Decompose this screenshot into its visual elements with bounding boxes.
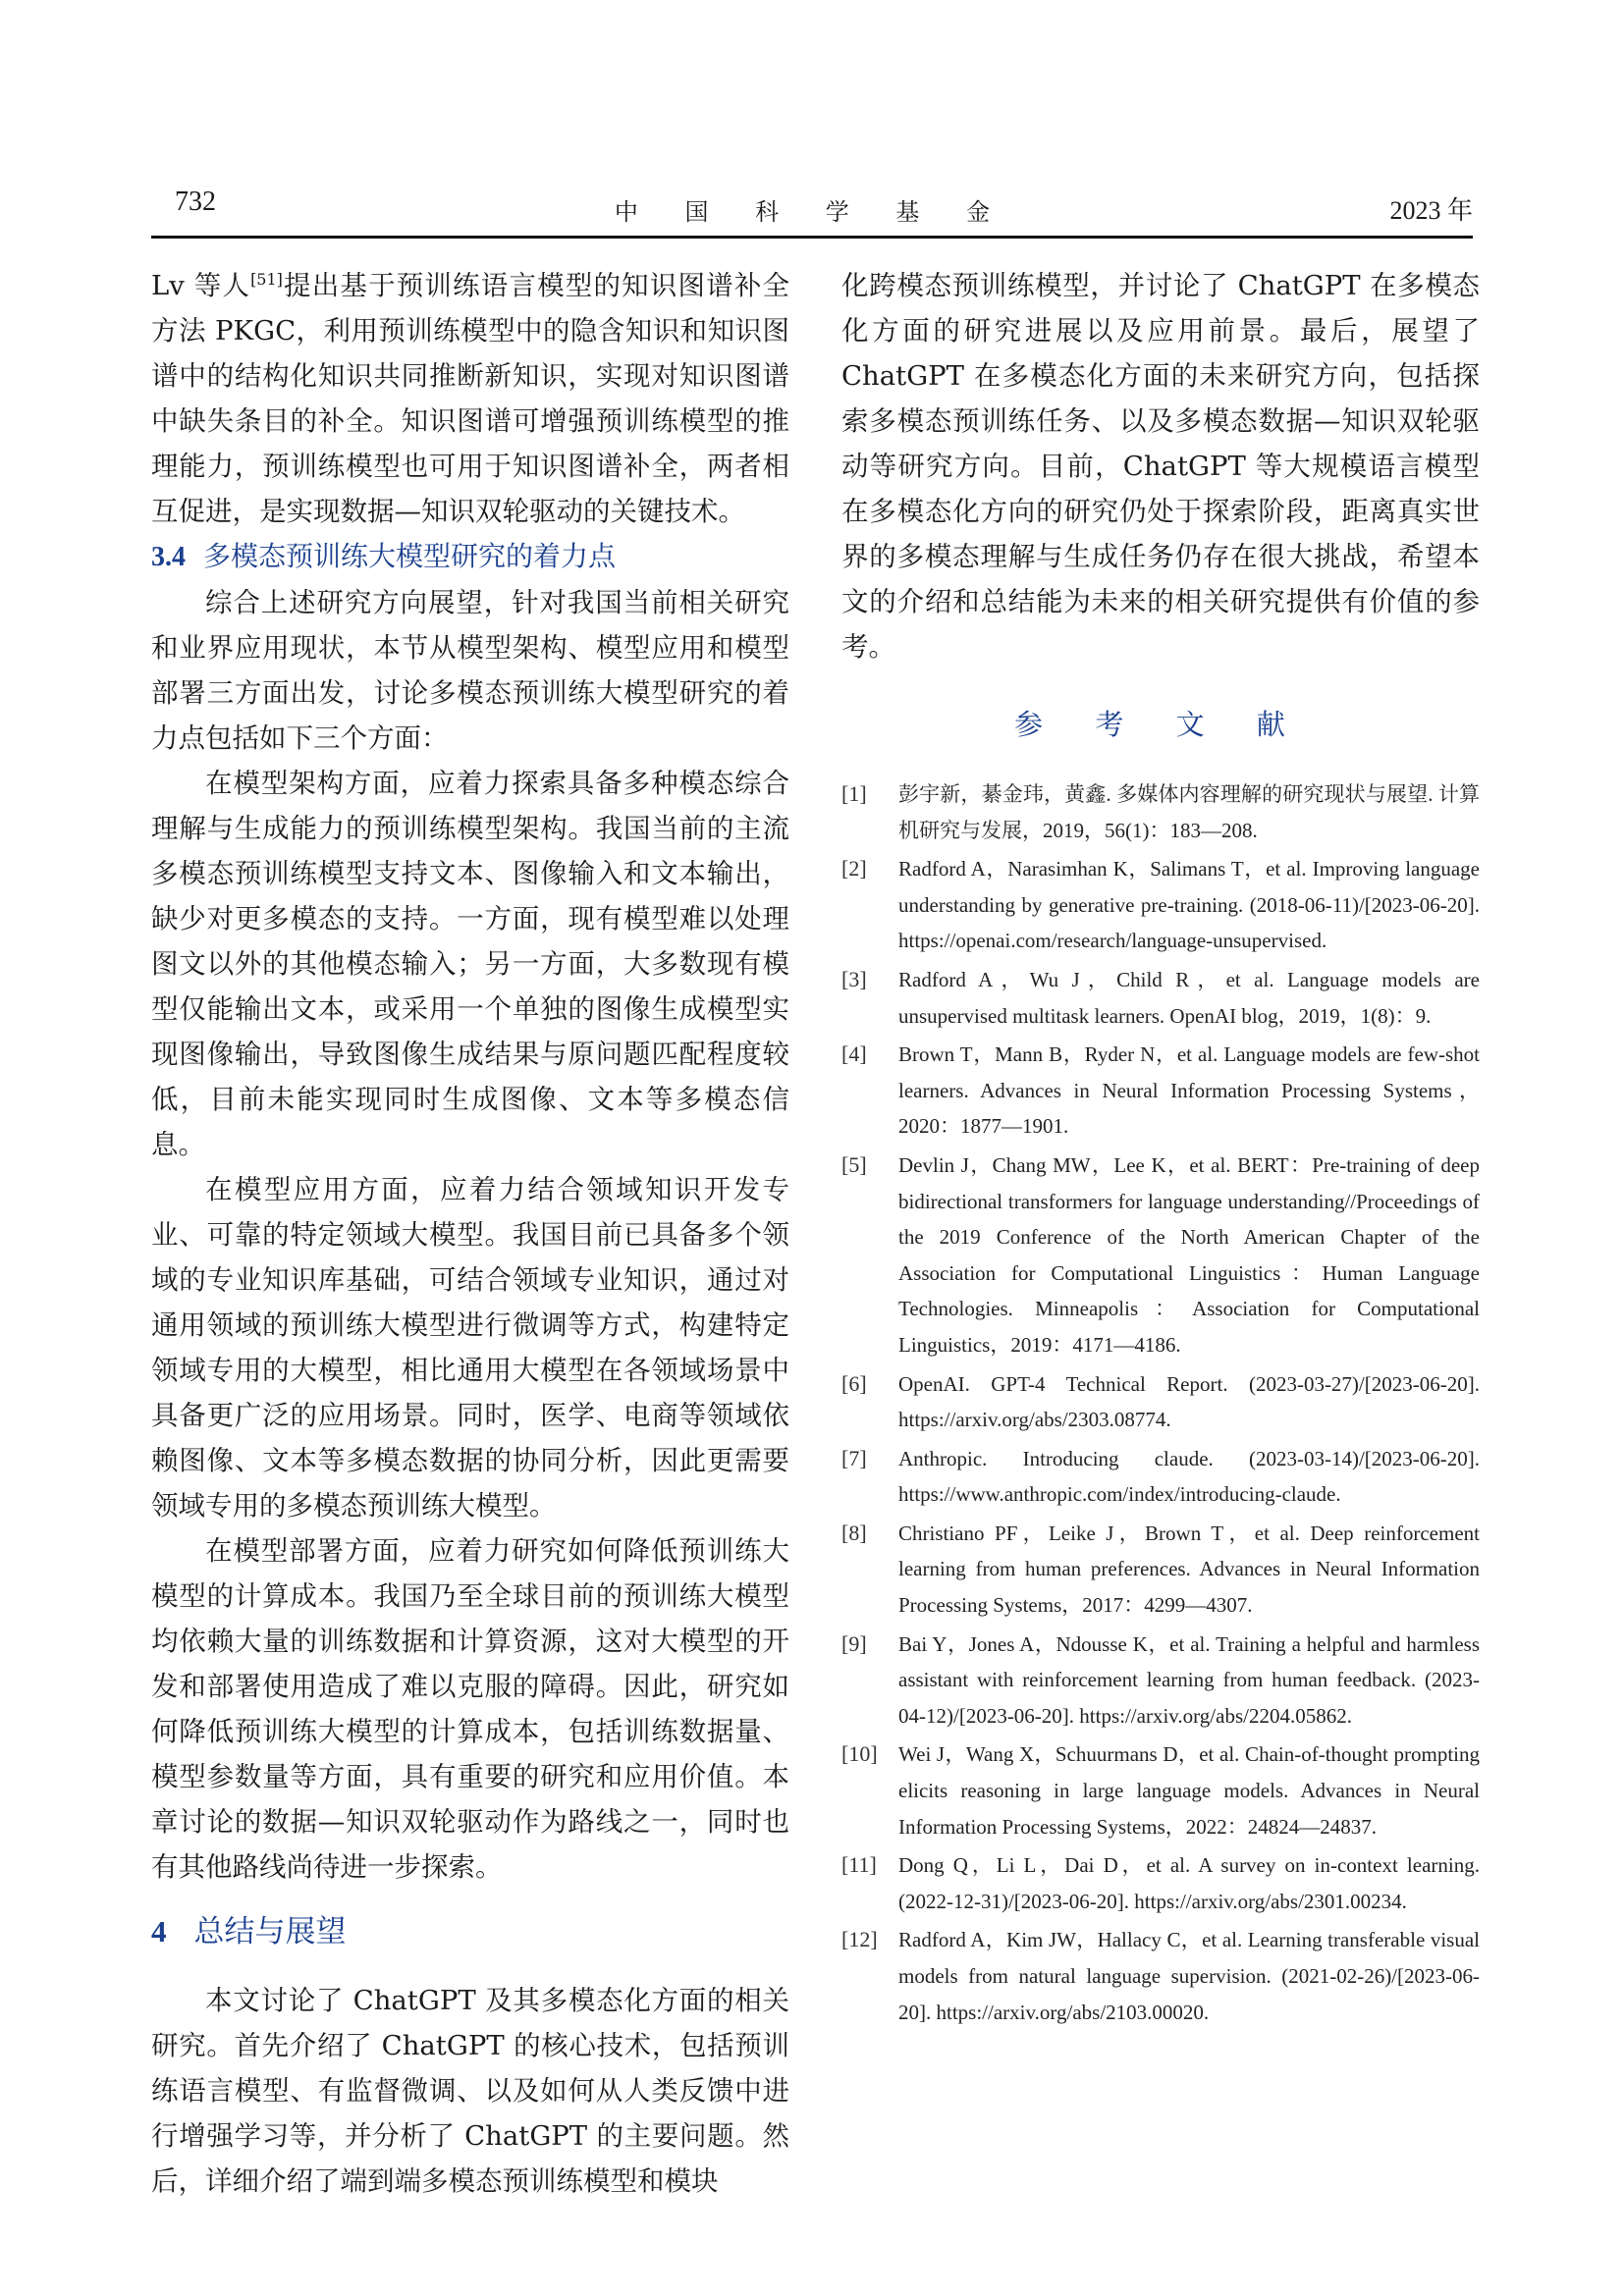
reference-item	[841, 1148, 1480, 1363]
paragraph-architecture: 在模型架构方面，应着力探索具备多种模态综合理解与生成能力的预训练模型架构。我国当前的主流多模态预训练模型支持文本、图像输入和文本输出，缺少对更多模态的支持。一方面，现有模型难以处理图文以外的其他模态输入；另一方面，大多数现有模型仅能输出文本，或采用一个单独的图像生成模型实现图像输出，导致图像生成结果与原问题匹配程度较低，目前未能实现同时生成图像、文本等多模态信息。	[151, 768, 789, 1160]
reference-text: Anthropic. Introducing claude. (2023-03-14)/[2023-06-20]. https://www.anthropic.com/index/introducing-claude.	[898, 1446, 1480, 1507]
reference-text: OpenAI. GPT-4 Technical Report. (2023-03-27)/[2023-06-20]. https://arxiv.org/abs/2303.08774.	[898, 1371, 1480, 1432]
reference-number: [5]	[841, 1151, 867, 1177]
publication-year: 2023 年	[1389, 196, 1473, 225]
reference-number: [12]	[841, 1927, 878, 1952]
paragraph-knowledge-graph	[151, 263, 789, 534]
reference-number: [10]	[841, 1741, 878, 1767]
reference-number: [2]	[841, 856, 867, 881]
section-number: 3.4	[151, 542, 186, 572]
section-heading-4	[151, 1907, 789, 1956]
reference-text: Dong Q，Li L，Dai D，et al. A survey on in-context learning. (2022-12-31)/[2023-06-20]. https://arxiv.org/abs/2301.00234.	[898, 1853, 1480, 1913]
reference-number: [4]	[841, 1041, 867, 1067]
paragraph-summary-continued: 化跨模态预训练模型，并讨论了 ChatGPT 在多模态化方面的研究进展以及应用前景。最后，展望了 ChatGPT 在多模态化方面的未来研究方向，包括探索多模态预训练任务、以及多模态数据—知识双轮驱动等研究方向。目前，ChatGPT 等大规模语言模型在多模态化方向的研究仍处于探索阶段，距离真实世界的多模态理解与生成任务仍存在很大挑战，希望本文的介绍和总结能为未来的相关研究提供有价值的参考。	[841, 270, 1480, 663]
reference-text: Wei J，Wang X，Schuurmans D，et al. Chain-of-thought prompting elicits reasoning in large language models. Advances in Neural Information Processing Systems，2022：24824—24837.	[898, 1742, 1480, 1839]
references-heading: 参 考 文 献	[1014, 708, 1307, 741]
paragraph-lead: Lv 等人	[151, 270, 251, 301]
paragraph-overview: 综合上述研究方向展望，针对我国当前相关研究和业界应用现状，本节从模型架构、模型应用和模型部署三方面出发，讨论多模态预训练大模型研究的着力点包括如下三个方面：	[151, 587, 789, 754]
section-heading-3-4	[151, 534, 789, 580]
section-title: 多模态预训练大模型研究的着力点	[203, 540, 617, 572]
reference-item	[841, 1366, 1480, 1438]
header-rule	[151, 236, 1473, 239]
reference-text: Radford A，Narasimhan K，Salimans T，et al. Improving language understanding by generative pre-training. (2018-06-11)/[2023-06-20]. https://openai.com/research/language-unsupervised.	[898, 857, 1480, 953]
citation-51: [51]	[250, 269, 283, 289]
reference-number: [11]	[841, 1852, 877, 1878]
reference-text: Radford A，Kim JW，Hallacy C，et al. Learning transferable visual models from natural language supervision. (2021-02-26)/[2023-06-20]. https://arxiv.org/abs/2103.00020.	[898, 1928, 1480, 2024]
paragraph-deployment: 在模型部署方面，应着力研究如何降低预训练大模型的计算成本。我国乃至全球目前的预训练大模型均依赖大量的训练数据和计算资源，这对大模型的开发和部署使用造成了难以克服的障碍。因此，研究如何降低预训练大模型的计算成本，包括训练数据量、模型参数量等方面，具有重要的研究和应用价值。本章讨论的数据—知识双轮驱动作为路线之一，同时也有其他路线尚待进一步探索。	[151, 1535, 789, 1883]
reference-text: 彭宇新，綦金玮，黄鑫. 多媒体内容理解的研究现状与展望. 计算机研究与发展，2019，56(1)：183—208.	[898, 782, 1480, 842]
section-number: 4	[151, 1914, 167, 1949]
reference-text: Devlin J，Chang MW，Lee K，et al. BERT：Pre-training of deep bidirectional transformers for language understanding//Proceedings of the 2019 Conference of the North American Chapter of the Association for Computational Linguistics：Human Language Technologies. Minneapolis：Association for Computational Linguistics，2019：4171—4186.	[898, 1152, 1480, 1357]
left-column	[151, 263, 789, 2204]
right-column	[841, 263, 1480, 2033]
paragraph-body: 提出基于预训练语言模型的知识图谱补全方法 PKGC，利用预训练模型中的隐含知识和知识图谱中的结构化知识共同推断新知识，实现对知识图谱中缺失条目的补全。知识图谱可增强预训练模型的推理能力，预训练模型也可用于知识图谱补全，两者相互促进，是实现数据—知识双轮驱动的关键技术。	[151, 270, 789, 527]
reference-item	[841, 1736, 1480, 1844]
reference-item	[841, 1922, 1480, 2030]
reference-number: [6]	[841, 1370, 867, 1396]
reference-item	[841, 962, 1480, 1034]
paragraph-summary: 本文讨论了 ChatGPT 及其多模态化方面的相关研究。首先介绍了 ChatGPT 的核心技术，包括预训练语言模型、有监督微调、以及如何从人类反馈中进行增强学习等，并分析了 ChatGPT 的主要问题。然后，详细介绍了端到端多模态预训练模型和模块	[151, 1985, 789, 2197]
reference-number: [7]	[841, 1445, 867, 1470]
reference-number: [3]	[841, 966, 867, 991]
reference-list	[841, 776, 1480, 2030]
reference-number: [8]	[841, 1520, 867, 1545]
page-number: 732	[175, 187, 216, 217]
paragraph-application: 在模型应用方面，应着力结合领域知识开发专业、可靠的特定领域大模型。我国目前已具备多个领域的专业知识库基础，可结合领域专业知识，通过对通用领域的预训练大模型进行微调等方式，构建特定领域专用的大模型，相比通用大模型在各领域场景中具备更广泛的应用场景。同时，医学、电商等领域依赖图像、文本等多模态数据的协同分析，因此更需要领域专用的多模态预训练大模型。	[151, 1174, 789, 1522]
section-title: 总结与展望	[193, 1914, 347, 1949]
reference-text: Christiano PF，Leike J，Brown T，et al. Deep reinforcement learning from human preferences. Advances in Neural Information Processing Systems，2017：4299—4307.	[898, 1521, 1480, 1618]
reference-item	[841, 1516, 1480, 1624]
reference-item	[841, 1441, 1480, 1513]
reference-text: Bai Y，Jones A，Ndousse K，et al. Training a helpful and harmless assistant with reinforcement learning from human feedback. (2023-04-12)/[2023-06-20]. https://arxiv.org/abs/2204.05862.	[898, 1631, 1480, 1728]
reference-item	[841, 851, 1480, 959]
reference-item	[841, 776, 1480, 848]
reference-number: [9]	[841, 1630, 867, 1656]
reference-text: Radford A，Wu J，Child R，et al. Language models are unsupervised multitask learners. OpenAI blog，2019，1(8)：9.	[898, 967, 1480, 1028]
journal-title: 中 国 科 学 基 金	[614, 198, 1010, 226]
reference-item	[841, 1627, 1480, 1735]
reference-text: Brown T，Mann B，Ryder N，et al. Language models are few-shot learners. Advances in Neural Information Processing Systems，2020：1877—1901.	[898, 1042, 1480, 1139]
reference-item	[841, 1037, 1480, 1145]
reference-item	[841, 1847, 1480, 1919]
reference-number: [1]	[841, 781, 867, 806]
